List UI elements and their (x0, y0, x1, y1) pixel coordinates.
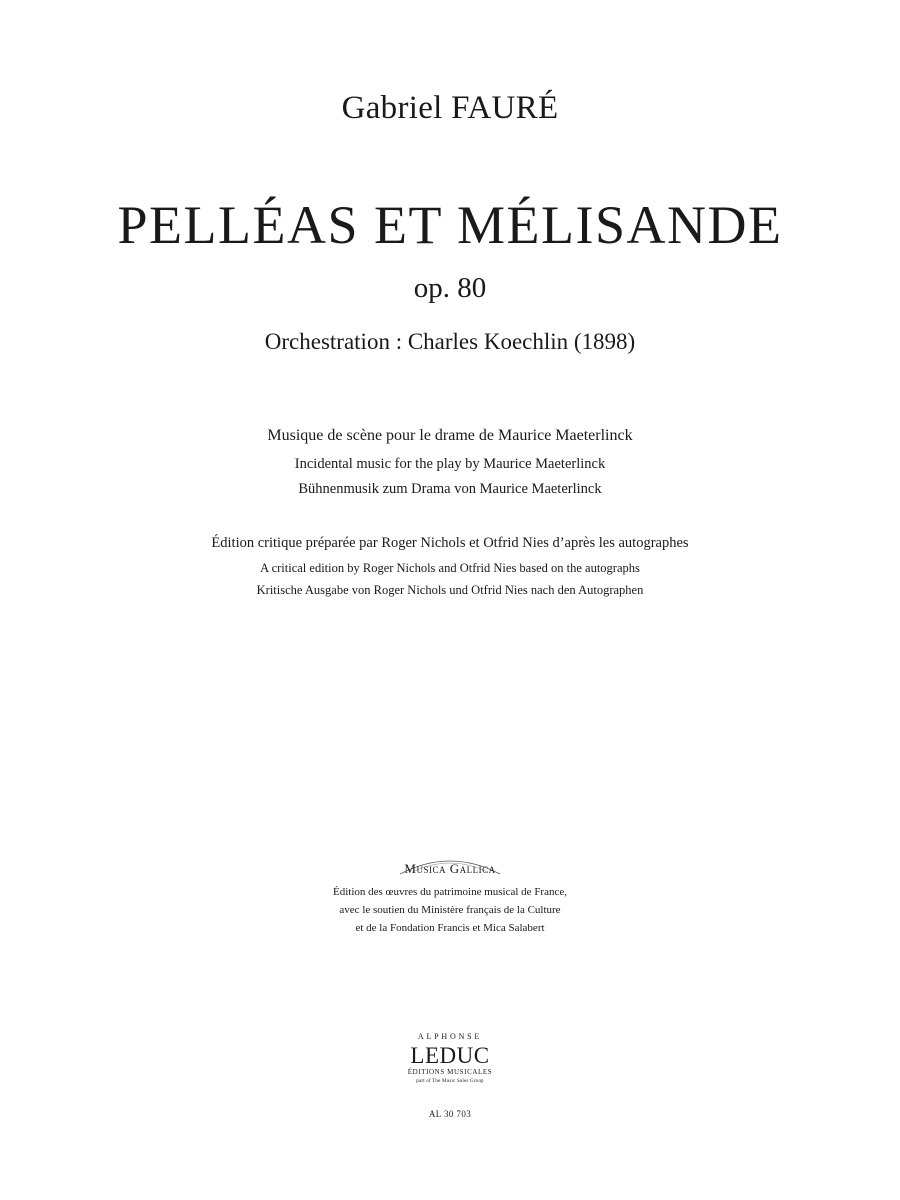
publisher-logo: LEDUC (410, 1043, 490, 1068)
edition-german: Kritische Ausgabe von Roger Nichols und Otfrid Nies nach den Autographen (256, 583, 644, 597)
description-french: Musique de scène pour le drame de Maurice Maeterlinck (267, 427, 633, 444)
description-english: Incidental music for the play by Maurice Maeterlinck (294, 456, 606, 472)
musica-gallica-logo: Musica Gallica (404, 861, 496, 876)
work-title: PELLÉAS ET MÉLISANDE (117, 195, 783, 255)
edition-english: A critical edition by Roger Nichols and Otfrid Nies based on the autographs (260, 561, 640, 575)
opus-number: op. 80 (413, 272, 487, 304)
musica-gallica-line-3: et de la Fondation Francis et Mica Salabert (355, 922, 545, 934)
musica-gallica-line-2: avec le soutien du Ministère français de la Culture (339, 904, 561, 916)
composer-name: Gabriel FAURÉ (341, 90, 559, 126)
publisher-alphonse: ALPHONSE (417, 1032, 483, 1041)
catalog-number: AL 30 703 (428, 1109, 472, 1119)
musica-gallica-line-1: Édition des œuvres du patrimoine musical de France, (333, 886, 567, 898)
orchestration-credit: Orchestration : Charles Koechlin (1898) (264, 329, 636, 354)
edition-french: Édition critique préparée par Roger Nichols et Otfrid Nies d’après les autographes (211, 535, 689, 551)
description-german: Bühnenmusik zum Drama von Maurice Maeterlinck (298, 481, 602, 497)
publisher-group: part of The Music Sales Group (416, 1079, 484, 1084)
publisher-subtitle: ÉDITIONS MUSICALES (407, 1068, 493, 1076)
